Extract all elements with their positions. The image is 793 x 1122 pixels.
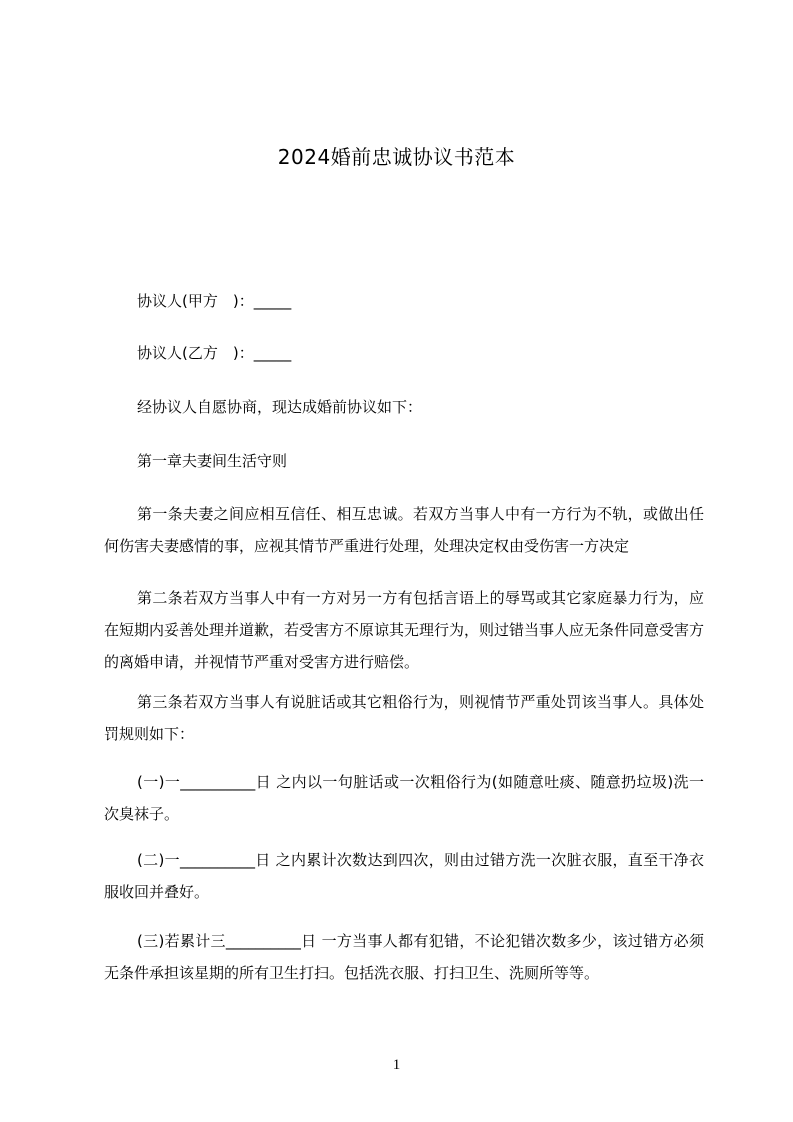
article-3: 第三条若双方当事人有说脏话或其它粗俗行为，则视情节严重处罚该当事人。具体处罚规则如下： [104, 693, 704, 743]
rule-2: (二)一__________日 之内累计次数达到四次，则由过错方洗一次脏衣服，直至干净衣服收回并叠好。 [104, 851, 704, 901]
rule-1: (一)一__________日 之内以一句脏话或一次粗俗行为(如随意吐痰、随意扔垃圾)洗一次臭袜子。 [104, 773, 704, 823]
article-1: 第一条夫妻之间应相互信任、相互忠诚。若双方当事人中有一方行为不轨，或做出任何伤害夫妻感情的事，应视其情节严重进行处理，处理决定权由受伤害一方决定 [104, 505, 704, 555]
document-title: 2024婚前忠诚协议书范本 [277, 145, 516, 169]
article-2: 第二条若双方当事人中有一方对另一方有包括言语上的辱骂或其它家庭暴力行为，应在短期内妥善处理并道歉，若受害方不原谅其无理行为，则过错当事人应无条件同意受害方的离婚申请，并视情节严重对受害方进行赔偿。 [104, 589, 705, 671]
party-b-line: 协议人(乙方 )：_____ [137, 344, 292, 362]
party-a-line: 协议人(甲方 )：_____ [137, 292, 292, 310]
chapter-heading: 第一章夫妻间生活守则 [137, 452, 288, 470]
page-number: 1 [392, 1057, 401, 1073]
rule-3: (三)若累计三__________日 一方当事人都有犯错，不论犯错次数多少，该过错方必须无条件承担该星期的所有卫生打扫。包括洗衣服、打扫卫生、洗厕所等等。 [104, 932, 704, 982]
intro-text: 经协议人自愿协商，现达成婚前协议如下： [137, 398, 423, 416]
